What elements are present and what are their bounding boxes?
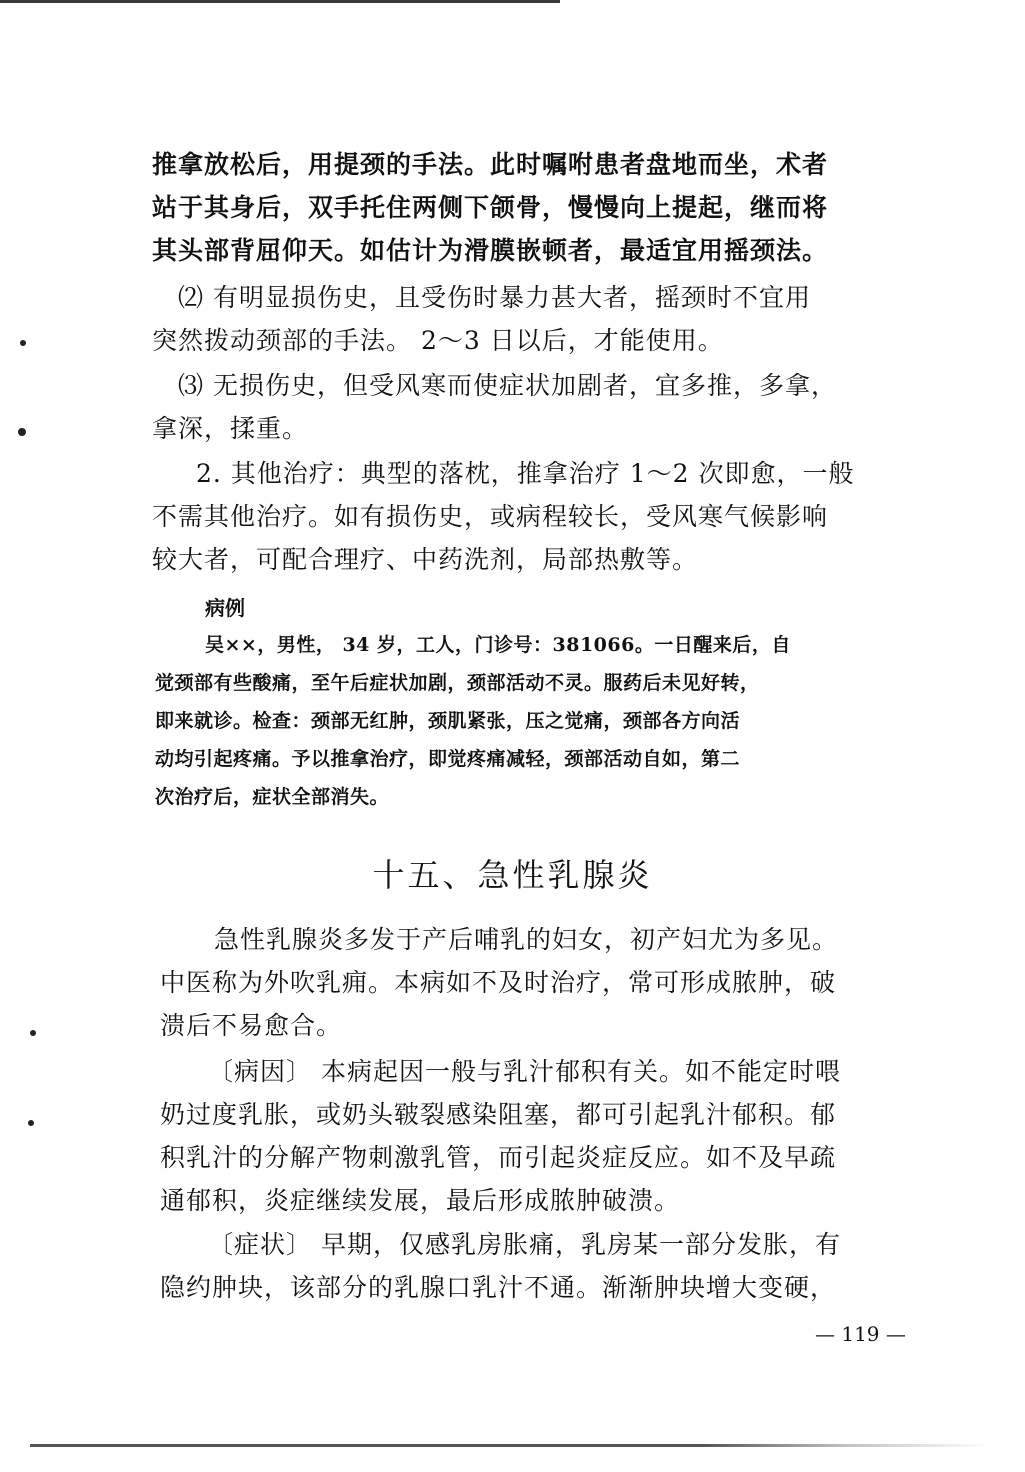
text-line: 其头部背屈仰天。如估计为滑膜嵌顿者，最适宜用摇颈法。 [152, 236, 829, 265]
text-line: 推拿放松后，用提颈的手法。此时嘱咐患者盘地而坐，术者 [152, 150, 829, 179]
text-line: ⑶ 无损伤史，但受风寒而使症状加剧者，宜多推，多拿， [178, 371, 837, 400]
text-line: 隐约肿块，该部分的乳腺口乳汁不通。渐渐肿块增大变硬， [160, 1273, 837, 1302]
text-line: 通郁积，炎症继续发展，最后形成脓肿破溃。 [160, 1186, 681, 1215]
paragraph-symptoms [160, 1223, 900, 1309]
paragraph-item-3 [152, 364, 897, 450]
paragraph-intro [160, 918, 900, 1047]
text-line: 2. 其他治疗：典型的落枕，推拿治疗 1～2 次即愈，一般 [196, 459, 855, 488]
scan-speck [20, 340, 26, 346]
text-line: 动均引起疼痛。予以推拿治疗，即觉疼痛减轻，颈部活动自如，第二 [155, 748, 741, 770]
text-line: 急性乳腺炎多发于产后哺乳的妇女，初产妇尤为多见。 [214, 925, 839, 954]
scan-speck [28, 1120, 34, 1126]
bottom-scan-rule [30, 1444, 990, 1447]
text-line: 次治疗后，症状全部消失。 [155, 786, 390, 808]
paragraph-etiology [160, 1050, 900, 1222]
text-line: 〔病因〕 本病起因一般与乳汁郁积有关。如不能定时喂 [208, 1057, 841, 1086]
text-line: 溃后不易愈合。 [160, 1011, 343, 1040]
text-line: 觉颈部有些酸痛，至午后症状加剧，颈部活动不灵。服药后未见好转， [155, 672, 760, 694]
text-line: 较大者，可配合理疗、中药洗剂，局部热敷等。 [152, 545, 699, 574]
text-line: 站于其身后，双手托住两侧下颌骨，慢慢向上提起，继而将 [152, 193, 829, 222]
top-scan-rule [0, 0, 560, 3]
text-line: ⑵ 有明显损伤史，且受伤时暴力甚大者，摇颈时不宜用 [178, 283, 811, 312]
section-heading: 十五、急性乳腺炎 [372, 856, 653, 894]
paragraph-other-treatment [152, 452, 897, 581]
text-line: 不需其他治疗。如有损伤史，或病程较长，受风寒气候影响 [152, 502, 829, 531]
page-number: — 119 — [815, 1322, 906, 1346]
case-report [155, 626, 897, 816]
text-line: 突然拨动颈部的手法。 2～3 日以后，才能使用。 [152, 326, 724, 355]
scan-speck [18, 428, 26, 436]
text-line: 〔症状〕 早期，仅感乳房胀痛，乳房某一部分发胀，有 [208, 1230, 841, 1259]
text-line: 吴××，男性， 34 岁，工人，门诊号：381066。一日醒来后，自 [205, 634, 791, 656]
text-line: 即来就诊。检查：颈部无红肿，颈肌紧张，压之觉痛，颈部各方向活 [155, 710, 741, 732]
text-line: 奶过度乳胀，或奶头皲裂感染阻塞，都可引起乳汁郁积。郁 [160, 1100, 837, 1129]
scan-speck [30, 1030, 36, 1036]
text-line: 拿深，揉重。 [152, 414, 309, 443]
text-line: 中医称为外吹乳痈。本病如不及时治疗，常可形成脓肿，破 [160, 968, 837, 997]
case-title: 病例 [205, 596, 245, 620]
paragraph-neck-lift [152, 143, 897, 272]
paragraph-item-2 [152, 276, 897, 362]
text-line: 积乳汁的分解产物刺激乳管，而引起炎症反应。如不及早疏 [160, 1143, 837, 1172]
